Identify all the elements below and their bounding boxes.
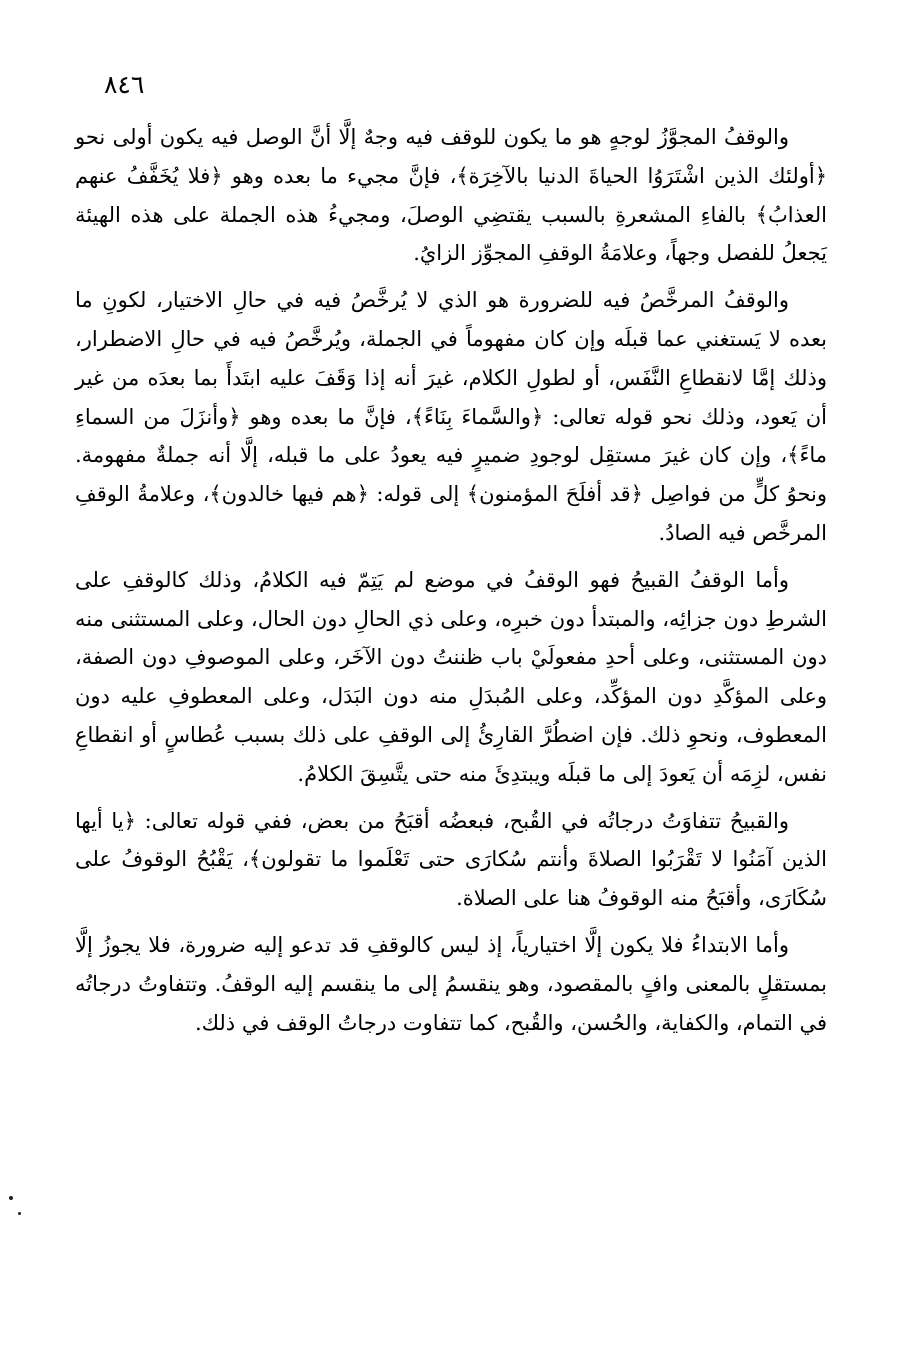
page-body [75,118,827,1050]
paragraph-bad-stop: وأما الوقفُ القبيحُ فهو الوقفُ في موضع لم يَتِمّ فيه الكلامُ، وذلك كالوقفِ على الشرطِ دون جزائِه، والمبتدأ دون خبرِه، وعلى ذي الحالِ دون الحال، وعلى المستثنى منه دون المستثنى، وعلى أحدِ مفعولَيْ باب ظننتُ دون الآخَر، وعلى الموصوفِ دون الصفة، وعلى المؤكَّدِ دون المؤكِّد، وعلى المُبدَلِ منه دون البَدَل، وعلى المعطوفِ عليه دون المعطوف، ونحوِ ذلك. فإن اضطُرَّ القارِئُ إلى الوقفِ على ذلك بسبب عُطاسٍ أو انقطاعِ نفس، لزِمَه أن يَعودَ إلى ما قبلَه ويبتدِئَ منه حتى يتَّسِقَ الكلامُ. [75,567,827,786]
paragraph-licensed-stop: والوقفُ المرخَّصُ فيه للضرورة هو الذي لا يُرخَّصُ فيه في حالِ الاختيار، لكونِ ما بعده لا يَستغني عما قبلَه وإن كان مفهوماً في الجملة، ويُرخَّصُ فيه في حالِ الاضطرار، وذلك إمَّا لانقطاعِ النَّفَس، أو لطولِ الكلام، غيرَ أنه إذا وَقَفَ عليه ابتَدأَ بما بعدَه من غير أن يَعود، وذلك نحو قوله تعالى: ﴿والسَّماءَ بِنَاءً﴾، فإنَّ ما بعده وهو ﴿وأنزَلَ من السماءِ ماءً﴾، وإن كان غيرَ مستقِل لوجودِ ضميرٍ فيه يعودُ على ما قبله، إلَّا أنه جملةٌ مفهومة. ونحوُ كلٍّ من فواصِل ﴿قد أفلَحَ المؤمنون﴾ إلى قوله: ﴿هم فيها خالدون﴾، وعلامةُ الوقفِ المرخَّص فيه الصادُ. [75,288,827,545]
paragraph-degrees-of-bad-stop: والقبيحُ تتفاوَتُ درجاتُه في القُبح، فبعضُه أقبَحُ من بعض، ففي قوله تعالى: ﴿يا أيها الذين آمَنُوا لا تَقْرَبُوا الصلاةَ وأنتم سُكارَى حتى تَعْلَموا ما تقولون﴾، يَقْبُحُ الوقوفُ على سُكَارَى، وأقبَحُ منه الوقوفُ هنا على الصلاة. [75,808,827,911]
page-number: ٨٤٦ [104,70,145,99]
paragraph-starting: وأما الابتداءُ فلا يكون إلَّا اختيارياً، إذ ليس كالوقفِ قد تدعو إليه ضرورة، فلا يجوزُ إلَّا بمستقلٍ بالمعنى وافٍ بالمقصود، وهو ينقسمُ إلى ما ينقسم إليه الوقفُ. وتتفاوتُ درجاتُه في التمام، والكفاية، والحُسن، والقُبح، كما تتفاوت درجاتُ الوقف في ذلك. [75,932,827,1035]
scan-speck [18,1212,21,1215]
scan-speck [9,1196,13,1200]
paragraph-permitted-stop: والوقفُ المجوَّزُ لوجهٍ هو ما يكون للوقف فيه وجهٌ إلَّا أنَّ الوصل فيه يكون أولى نحو ﴿أولئك الذين اشْتَرَوُا الحياةَ الدنيا بالآخِرَة﴾، فإنَّ مجيء ما بعده وهو ﴿فلا يُخَفَّفُ عنهم العذابُ﴾ بالفاءِ المشعرةِ بالسبب يقتضِي الوصلَ، ومجيءُ هذه الجملة على هذه الهيئة يَجعلُ للفصل وجهاً، وعلامَةُ الوقفِ المجوِّز الزايُ. [75,125,827,266]
